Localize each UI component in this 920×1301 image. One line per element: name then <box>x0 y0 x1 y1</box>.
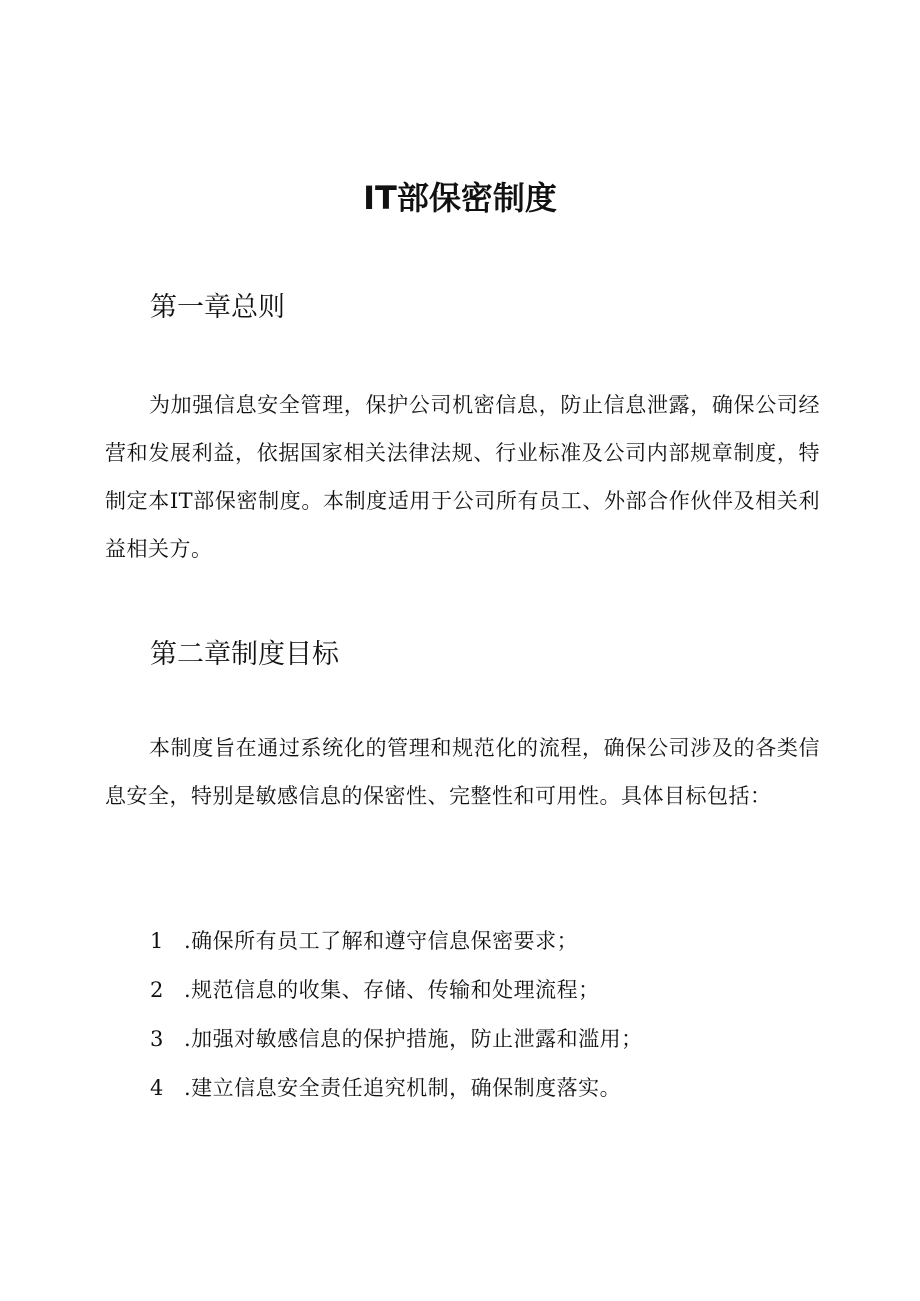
list-item-number: 3 <box>150 1027 164 1051</box>
list-item <box>150 1015 643 1064</box>
list-item-number: 2 <box>150 978 164 1002</box>
list-item-text: .加强对敏感信息的保护措施，防止泄露和滥用； <box>184 1027 643 1051</box>
list-item <box>150 917 643 966</box>
list-item-text: .确保所有员工了解和遵守信息保密要求； <box>184 929 579 953</box>
chapter-paragraph-general: 为加强信息安全管理，保护公司机密信息，防止信息泄露，确保公司经营和发展利益，依据国家相关法律法规、行业标准及公司内部规章制度，特制定本IT部保密制度。本制度适用于公司所有员工、外部合作伙伴及相关利益相关方。 <box>105 393 820 561</box>
list-item <box>150 966 643 1015</box>
list-item <box>150 1064 643 1113</box>
chapter-heading-general: 第一章总则 <box>150 292 285 323</box>
list-item-text: .建立信息安全责任追究机制，确保制度落实。 <box>184 1076 622 1100</box>
list-item-number: 4 <box>150 1076 164 1100</box>
objectives-list <box>150 917 643 1113</box>
document-title: IT部保密制度 <box>363 179 557 217</box>
chapter-paragraph-objectives: 本制度旨在通过系统化的管理和规范化的流程，确保公司涉及的各类信息安全，特别是敏感信息的保密性、完整性和可用性。具体目标包括： <box>105 736 820 808</box>
chapter-heading-objectives: 第二章制度目标 <box>150 639 339 670</box>
list-item-text: .规范信息的收集、存储、传输和处理流程； <box>184 978 600 1002</box>
list-item-number: 1 <box>150 929 164 953</box>
